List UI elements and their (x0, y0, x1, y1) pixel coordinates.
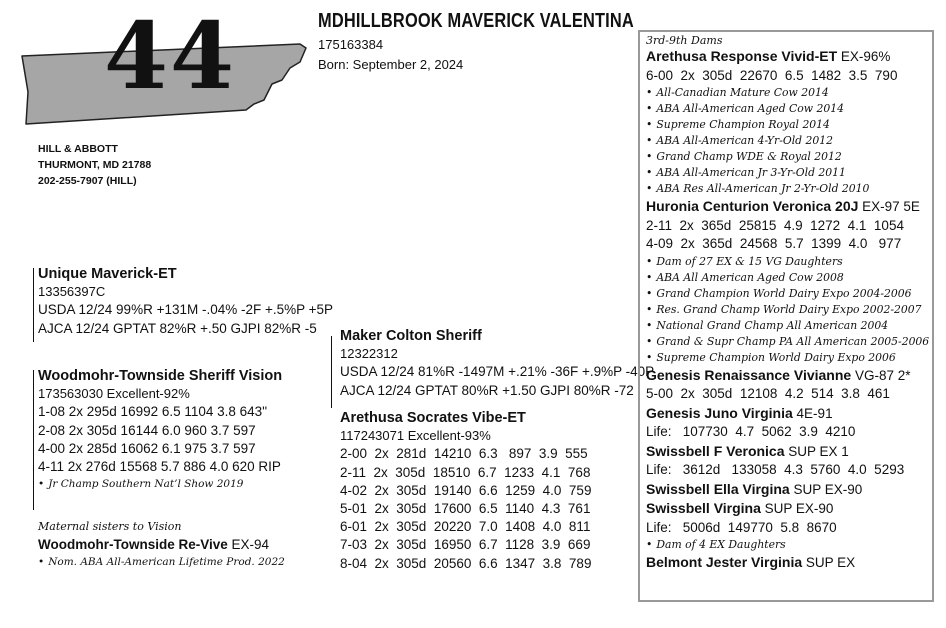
pedigree-bracket (33, 268, 34, 342)
dam-block (38, 367, 282, 492)
ancestor-dam-heading (646, 366, 931, 386)
ancestor-dam-score: SUP EX-90 (760, 501, 834, 516)
consignor-info (38, 141, 151, 189)
extended-dams-entries (646, 47, 931, 573)
ancestor-dam-name: Swissbell F Veronica (646, 442, 785, 459)
dam-registration: 173563030 Excellent-92% (38, 386, 190, 402)
ancestor-dam-score: SUP EX (802, 555, 856, 570)
ancestor-dam-score: SUP EX 1 (784, 443, 849, 459)
ancestor-dam-heading (646, 480, 931, 500)
ancestor-dam-heading (646, 553, 931, 573)
granddam-record: 5-01 2x 305d 17600 6.5 1140 4.3 761 (340, 501, 591, 517)
granddam-record: 2-11 2x 305d 18510 6.7 1233 4.1 768 (340, 464, 591, 480)
ancestor-dam-score: SUP EX-90 (789, 481, 863, 497)
ancestor-dam-record: Life: 107730 4.7 5062 3.9 4210 (646, 424, 856, 439)
extended-dams-list (646, 34, 931, 573)
ancestor-dam-note: • Grand Champ WDE & Royal 2012 (646, 149, 931, 165)
ancestor-dam-note: • Grand & Supr Champ PA All American 2005-2006 (646, 334, 931, 350)
granddam-record: 8-04 2x 305d 20560 6.6 1347 3.8 789 (340, 555, 592, 571)
granddam-name: Arethusa Socrates Vibe-ET (340, 410, 526, 426)
ancestor-dam-note: • ABA All-American 4-Yr-Old 2012 (646, 133, 931, 149)
ancestor-dam-heading (646, 404, 931, 424)
registration-number: 175163384 (318, 37, 384, 52)
sire-block (38, 265, 333, 338)
ancestor-dam-note: • ABA All American Aged Cow 2008 (646, 270, 931, 286)
ancestor-dam-name: Genesis Juno Virginia (646, 404, 793, 421)
sire-registration: 13356397C (38, 284, 106, 300)
ancestor-dam-name: Belmont Jester Virginia (646, 554, 803, 570)
ancestor-dam-note: • Res. Grand Champ World Dairy Expo 2002-2007 (646, 302, 931, 318)
ancestor-dam-note: • ABA Res All-American Jr 2-Yr-Old 2010 (646, 181, 931, 197)
consignor-address: THURMONT, MD 21788 (38, 159, 152, 171)
granddam-registration: 117243071 Excellent-93% (340, 428, 491, 444)
ancestor-dam-name: Arethusa Response Vivid-ET (646, 48, 838, 64)
lot-number: 44 (104, 2, 237, 110)
ancestor-dam-score: EX-97 5E (858, 199, 920, 214)
ancestor-dam-score: VG-87 2* (851, 367, 911, 383)
maternal-sister-name: Woodmohr-Townside Re-Vive (38, 537, 228, 553)
ancestor-dam-record: 6-00 2x 305d 22670 6.5 1482 3.5 790 (646, 67, 898, 83)
ancestor-dam-score: EX-96% (837, 49, 891, 64)
maternal-sisters-block (38, 518, 285, 570)
ancestor-dam-name: Swissbell Ella Virgina (646, 480, 790, 497)
mgs-usda-proof: USDA 12/24 81%R -1497M +.21% -36F +.9%P -40P (340, 364, 655, 380)
mgs-name: Maker Colton Sheriff (340, 328, 482, 344)
ancestor-dam-note: • Dam of 4 EX Daughters (646, 537, 931, 553)
ancestor-dam-note: • Supreme Champion Royal 2014 (646, 117, 931, 133)
dam-record: 1-08 2x 295d 16992 6.5 1104 3.8 643" (38, 404, 267, 420)
dam-name: Woodmohr-Townside Sheriff Vision (38, 368, 283, 384)
ancestor-dam-name: Swissbell Virgina (646, 500, 761, 516)
pedigree-bracket (33, 370, 34, 510)
pedigree-bracket (331, 336, 332, 408)
birth-date: Born: September 2, 2024 (318, 57, 464, 72)
ancestor-dam-note: • Grand Champion World Dairy Expo 2004-2006 (646, 286, 931, 302)
dam-record: 4-00 2x 285d 16062 6.1 975 3.7 597 (38, 440, 256, 456)
ancestor-dam-note: • ABA All-American Jr 3-Yr-Old 2011 (646, 165, 931, 181)
mgs-ajca-proof: AJCA 12/24 GPTAT 80%R +1.50 GJPI 80%R -72 (340, 382, 634, 398)
ancestor-dam-note: • Dam of 27 EX & 15 VG Daughters (646, 254, 931, 270)
consignor-name: HILL & ABBOTT (38, 143, 118, 155)
maternal-sisters-label: Maternal sisters to Vision (38, 520, 182, 533)
ancestor-dam-note: • National Grand Champ All American 2004 (646, 318, 931, 334)
ancestor-dam-record: 4-09 2x 365d 24568 5.7 1399 4.0 977 (646, 236, 902, 251)
ancestor-dam-record: Life: 3612d 133058 4.3 5760 4.0 5293 (646, 462, 905, 477)
extended-dams-label: 3rd-9th Dams (646, 34, 723, 47)
ancestor-dam-name: Genesis Renaissance Vivianne (646, 366, 852, 383)
ancestor-dam-heading (646, 47, 931, 67)
ancestor-dam-record: Life: 5006d 149770 5.8 8670 (646, 519, 837, 535)
ancestor-dam-name: Huronia Centurion Veronica 20J (646, 198, 859, 214)
granddam-record: 2-00 2x 281d 14210 6.3 897 3.9 555 (340, 446, 588, 462)
ancestor-dam-note: • ABA All-American Aged Cow 2014 (646, 101, 931, 117)
maternal-sister-note: • Nom. ABA All-American Lifetime Prod. 2022 (38, 554, 285, 570)
dam-record: 4-11 2x 276d 15568 5.7 886 4.0 620 RIP (38, 459, 281, 475)
granddam-record: 6-01 2x 305d 20220 7.0 1408 4.0 811 (340, 519, 591, 535)
granddam-record: 7-03 2x 305d 16950 6.7 1128 3.9 669 (340, 537, 591, 553)
animal-name-title: MDHILLBROOK MAVERICK VALENTINA (318, 10, 634, 32)
ancestor-dam-score: 4E-91 (792, 405, 833, 421)
ancestor-dam-record: 2-11 2x 365d 25815 4.9 1272 4.1 1054 (646, 217, 904, 233)
maternal-sister-score: EX-94 (227, 537, 270, 553)
sire-ajca-proof: AJCA 12/24 GPTAT 82%R +.50 GJPI 82%R -5 (38, 320, 317, 336)
sire-name: Unique Maverick-ET (38, 266, 177, 282)
maternal-sister-entry (38, 536, 285, 554)
ancestor-dam-heading (646, 442, 931, 462)
consignor-phone: 202-255-7907 (HILL) (38, 175, 137, 187)
ancestor-dam-note: • Supreme Champion World Dairy Expo 2006 (646, 350, 931, 366)
mgs-registration: 12322312 (340, 346, 398, 362)
ancestor-dam-note: • All-Canadian Mature Cow 2014 (646, 85, 931, 101)
maternal-grandsire-block (340, 327, 654, 400)
dam-award-note: • Jr Champ Southern Nat’l Show 2019 (38, 476, 282, 492)
granddam-record: 4-02 2x 305d 19140 6.6 1259 4.0 759 (340, 482, 592, 498)
ancestor-dam-record: 5-00 2x 305d 12108 4.2 514 3.8 461 (646, 386, 890, 401)
granddam-block (340, 409, 591, 573)
sire-usda-proof: USDA 12/24 99%R +131M -.04% -2F +.5%P +5P (38, 302, 334, 318)
dam-record: 2-08 2x 305d 16144 6.0 960 3.7 597 (38, 422, 256, 438)
ancestor-dam-heading (646, 499, 931, 519)
ancestor-dam-heading (646, 197, 931, 217)
